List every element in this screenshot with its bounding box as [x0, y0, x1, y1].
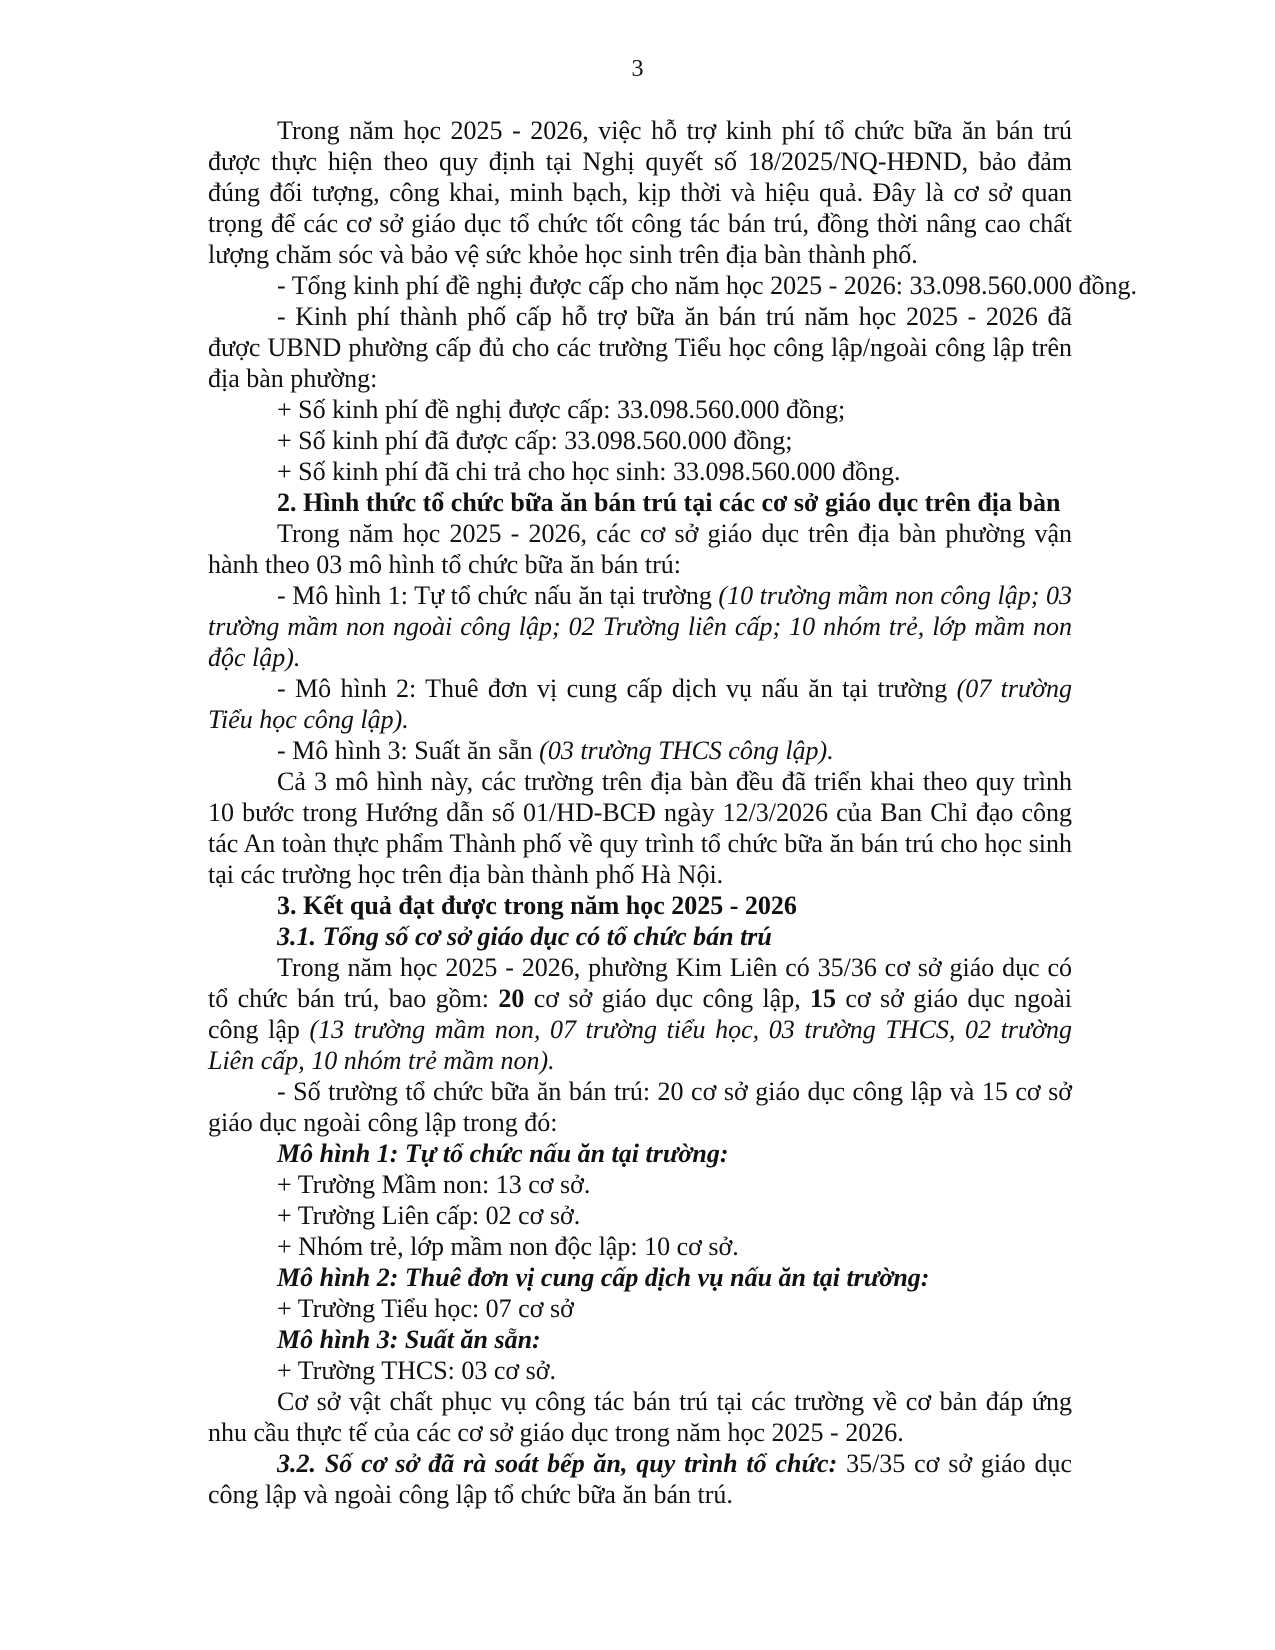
paragraph-kitchen-review: [208, 1448, 1072, 1510]
public-count: 20: [498, 984, 525, 1013]
facility-count-note: (13 trường mầm non, 07 trường tiểu học, 03 trường THCS, 02 trường Liên cấp, 10 nhóm trẻ mầm non).: [208, 1015, 1072, 1075]
paragraph-facilities: Cơ sở vật chất phục vụ công tác bán trú tại các trường về cơ bản đáp ứng nhu cầu thực tế của các cơ sở giáo dục trong năm học 2025 - 2026.: [208, 1387, 1072, 1447]
kitchen-review-text: 35/35 cơ sở giáo dục công lập và ngoài công lập tổ chức bữa ăn bán trú.: [208, 1449, 1073, 1509]
paragraph-models-intro: Trong năm học 2025 - 2026, các cơ sở giáo dục trên địa bàn phường vận hành theo 03 mô hình tổ chức bữa ăn bán trú:: [208, 519, 1072, 579]
list-item-requested: + Số kinh phí đề nghị được cấp: 33.098.560.000 đồng;: [277, 395, 846, 424]
model-3-item: + Trường THCS: 03 cơ sở.: [277, 1356, 557, 1385]
list-item-granted: + Số kinh phí đã được cấp: 33.098.560.000 đồng;: [277, 426, 793, 455]
list-item-paid: + Số kinh phí đã chi trả cho học sinh: 33.098.560.000 đồng.: [277, 457, 901, 486]
facility-count-text: Trong năm học 2025 - 2026, phường Kim Liên có 35/36 cơ sở giáo dục có tổ chức bán trú, bao gồm:: [208, 953, 1072, 1013]
model-1-title: Mô hình 1: Tự tổ chức nấu ăn tại trường:: [277, 1139, 729, 1168]
paragraph-total-requested: - Tổng kinh phí đề nghị được cấp cho năm học 2025 - 2026: 33.098.560.000 đồng.: [277, 271, 1137, 300]
document-body: [208, 115, 1137, 1510]
paragraph-process: Cả 3 mô hình này, các trường trên địa bàn đều đã triển khai theo quy trình 10 bước trong Hướng dẫn số 01/HD-BCĐ ngày 12/3/2026 của Ban Chỉ đạo công tác An toàn thực phẩm Thành phố về quy trình tổ chức bữa ăn bán trú cho học sinh tại các trường học trên địa bàn thành phố Hà Nội.: [208, 767, 1072, 889]
section-heading-2: 2. Hình thức tổ chức bữa ăn bán trú tại các cơ sở giáo dục trên địa bàn: [277, 488, 1061, 517]
model-3-title: Mô hình 3: Suất ăn sẵn:: [277, 1325, 541, 1354]
paragraph-funding-intro: Trong năm học 2025 - 2026, việc hỗ trợ kinh phí tổ chức bữa ăn bán trú được thực hiện theo quy định tại Nghị quyết số 18/2025/NQ-HĐND, bảo đảm đúng đối tượng, công khai, minh bạch, kịp thời và hiệu quả. Đây là cơ sở quan trọng để các cơ sở giáo dục tổ chức tốt công tác bán trú, đồng thời nâng cao chất lượng chăm sóc và bảo vệ sức khỏe học sinh trên địa bàn thành phố.: [208, 116, 1072, 269]
section-heading-3: 3. Kết quả đạt được trong năm học 2025 - 2026: [277, 891, 797, 920]
model-2-item: + Trường Tiểu học: 07 cơ sở: [277, 1294, 574, 1323]
model-1-item: + Trường Liên cấp: 02 cơ sở.: [277, 1201, 581, 1230]
paragraph-facility-count: [208, 952, 1072, 1076]
paragraph-schools-organizing: - Số trường tổ chức bữa ăn bán trú: 20 cơ sở giáo dục công lập và 15 cơ sở giáo dục ngoài công lập trong đó:: [208, 1077, 1072, 1137]
subsection-heading-3-1: 3.1. Tổng số cơ sở giáo dục có tổ chức bán trú: [277, 922, 772, 951]
subsection-heading-3-2: 3.2. Số cơ sở đã rà soát bếp ăn, quy trình tổ chức:: [277, 1449, 838, 1478]
model-1-item: + Trường Mầm non: 13 cơ sở.: [277, 1170, 591, 1199]
model-3-lead: - Mô hình 3: Suất ăn sẵn: [277, 736, 540, 765]
model-1-note: (10 trường mầm non công lập; 03 trường mầm non ngoài công lập; 02 Trường liên cấp; 10 nhóm trẻ, lớp mầm non độc lập).: [208, 581, 1072, 672]
page-number: 3: [631, 56, 644, 82]
paragraph-model-2: [208, 673, 1072, 735]
model-3-note: (03 trường THCS công lập).: [539, 736, 834, 765]
facility-count-text-2: cơ sở giáo dục công lập,: [524, 984, 811, 1013]
paragraph-city-support: - Kinh phí thành phố cấp hỗ trợ bữa ăn bán trú năm học 2025 - 2026 đã được UBND phường cấp đủ cho các trường Tiểu học công lập/ngoài công lập trên địa bàn phường:: [208, 302, 1072, 393]
model-2-note: (07 trường Tiểu học công lập).: [208, 674, 1073, 734]
paragraph-model-3: [208, 735, 1072, 766]
paragraph-model-1: [208, 580, 1072, 673]
facility-count-text-3: cơ sở giáo dục ngoài công lập: [208, 984, 1072, 1044]
model-1-item: + Nhóm trẻ, lớp mầm non độc lập: 10 cơ sở.: [277, 1232, 739, 1261]
model-2-title: Mô hình 2: Thuê đơn vị cung cấp dịch vụ nấu ăn tại trường:: [277, 1263, 930, 1292]
model-2-lead: - Mô hình 2: Thuê đơn vị cung cấp dịch vụ nấu ăn tại trường: [277, 674, 957, 703]
private-count: 15: [810, 984, 837, 1013]
model-1-lead: - Mô hình 1: Tự tổ chức nấu ăn tại trường: [277, 581, 719, 610]
